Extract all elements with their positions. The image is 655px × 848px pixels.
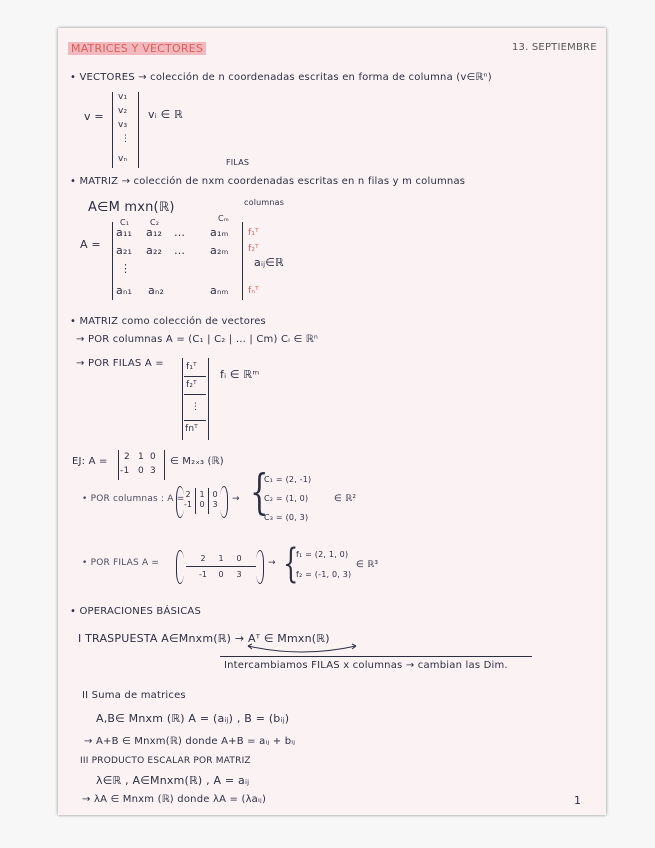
transpose-line: I TRASPUESTA A∈Mnxm(ℝ) → Aᵀ ∈ Mmxn(ℝ) [78, 632, 330, 645]
col-vector: 0 3 [212, 490, 218, 509]
vectors-heading: • MATRIZ como colección de vectores [70, 316, 266, 327]
paren-right [256, 550, 264, 584]
col-sep [208, 488, 209, 514]
matrix-cell: a₂₁ [116, 244, 133, 257]
matrix-definition: • MATRIZ → colección de nxm coordenadas escritas en n filas y m columnas [70, 176, 466, 187]
example-cell: 1 [138, 452, 144, 462]
example-label: EJ: A = [72, 456, 108, 467]
example-cell: 3 [150, 466, 156, 476]
matrix-cell: a₂ₘ [210, 244, 229, 257]
matrix-cell: aₙ₁ [116, 284, 133, 297]
matrix-cell: a₁ₘ [210, 226, 229, 239]
matrix-set: A∈M mxn(ℝ) [88, 200, 175, 215]
row-vector-example: 2 1 0 [200, 554, 242, 563]
operations-heading: • OPERACIONES BÁSICAS [70, 606, 202, 617]
cols-space: ∈ ℝ² [334, 494, 357, 504]
example-cell: 0 [138, 466, 144, 476]
row-vector: fnᵀ [185, 424, 198, 434]
notebook-page [58, 28, 606, 815]
col-result: C₁ = (2, -1) [264, 475, 312, 484]
scalar-heading: III PRODUCTO ESCALAR POR MATRIZ [80, 756, 251, 766]
row-divider [184, 394, 206, 395]
row-vector-example: -1 0 3 [199, 570, 242, 579]
col-vector: 2 -1 [184, 490, 192, 509]
row-divider [184, 420, 206, 421]
note-underline [220, 656, 532, 657]
matrix-cell: aₙₘ [210, 284, 229, 297]
row-divider [184, 376, 206, 377]
col-result: C₂ = (1, 0) [264, 494, 309, 503]
scalar-line-1: λ∈ℝ , A∈Mnxm(ℝ) , A = aᵢⱼ [96, 774, 250, 787]
paren-right [220, 486, 228, 518]
page-number: 1 [574, 794, 582, 807]
page-date: 13. SEPTIEMBRE [512, 42, 597, 53]
vector-right-bar [138, 92, 139, 168]
by-rows-label: → POR FILAS A = [76, 358, 164, 369]
col-label: C₂ [150, 218, 160, 227]
transpose-note: Intercambiamos FILAS x columnas → cambian las Dim. [224, 660, 508, 671]
example-right-bar [164, 450, 165, 480]
col-result: C₃ = (0, 3) [264, 513, 309, 522]
rows-condition: fᵢ ∈ ℝᵐ [220, 368, 260, 381]
brace-left: { [283, 541, 299, 587]
vector-condition: vᵢ ∈ ℝ [148, 108, 183, 121]
vector-entry: ⋮ [121, 134, 131, 144]
paren-left [176, 550, 184, 584]
row-vector: f₂ᵀ [186, 380, 197, 390]
rows-right-bar [208, 358, 209, 440]
brace-left: { [250, 464, 269, 520]
matrix-condition: aᵢⱼ∈ℝ [254, 256, 284, 269]
row-result: f₁ = (2, 1, 0) [296, 550, 349, 559]
example-rows-label: • POR FILAS A = [82, 558, 160, 568]
matrix-right-bar [242, 222, 243, 300]
sum-line-1: A,B∈ Mnxm (ℝ) A = (aᵢⱼ) , B = (bᵢⱼ) [96, 712, 290, 725]
matrix-cell: … [174, 244, 186, 257]
row-label: fₙᵀ [248, 286, 259, 296]
matrix-cell: a₁₂ [146, 226, 163, 239]
col-vector: 1 0 [199, 490, 205, 509]
example-cell: 2 [124, 452, 130, 462]
matrix-left-bar [112, 222, 113, 300]
swap-arrows [242, 642, 362, 656]
matrix-cell: aₙ₂ [148, 284, 165, 297]
example-cols-label: • POR columnas : A = [82, 494, 185, 504]
vector-left-bar [112, 92, 113, 168]
row-divider [186, 566, 256, 567]
implies-arrow: → [232, 494, 240, 504]
rows-annotation: FILAS [226, 158, 250, 167]
col-sep [195, 488, 196, 514]
matrix-cell: … [174, 226, 186, 239]
vector-entry: v₃ [118, 120, 128, 130]
row-label: f₂ᵀ [248, 244, 259, 254]
rows-space: ∈ ℝ³ [356, 560, 379, 570]
col-label: Cₘ [218, 214, 229, 223]
row-result: f₂ = (-1, 0, 3) [296, 570, 352, 579]
row-vector: ⋮ [191, 402, 201, 412]
columns-annotation: columnas [244, 198, 285, 207]
scalar-line-2: → λA ∈ Mnxm (ℝ) donde λA = (λaᵢⱼ) [82, 794, 267, 805]
row-vector: f₁ᵀ [186, 362, 197, 372]
example-cell: -1 [120, 466, 130, 476]
vectors-definition: • VECTORES → colección de n coordenadas escritas en forma de columna (v∈ℝⁿ) [70, 72, 492, 83]
vector-entry: v₁ [118, 92, 128, 102]
matrix-cell: ⋮ [120, 262, 132, 275]
rows-left-bar [182, 358, 183, 440]
vector-entry: v₂ [118, 106, 128, 116]
matrix-cell: a₂₂ [146, 244, 163, 257]
example-membership: ∈ M₂ₓ₃ (ℝ) [170, 456, 224, 467]
sum-heading: II Suma de matrices [82, 690, 186, 701]
matrix-lhs: A = [80, 238, 101, 251]
implies-arrow: → [268, 558, 276, 568]
matrix-cell: a₁₁ [116, 226, 133, 239]
vector-entry: vₙ [118, 154, 128, 164]
example-cell: 0 [150, 452, 156, 462]
vector-lhs: v = [84, 110, 104, 123]
example-left-bar [118, 450, 119, 480]
by-columns: → POR columnas A = (C₁ | C₂ | … | Cm) Cᵢ ∈ ℝⁿ [76, 334, 319, 345]
sum-line-2: → A+B ∈ Mnxm(ℝ) donde A+B = aᵢⱼ + bᵢⱼ [84, 736, 296, 747]
col-label: C₁ [120, 218, 130, 227]
page-title [68, 42, 206, 55]
row-label: f₁ᵀ [248, 228, 259, 238]
title-text: MATRICES Y VECTORES [68, 42, 206, 55]
